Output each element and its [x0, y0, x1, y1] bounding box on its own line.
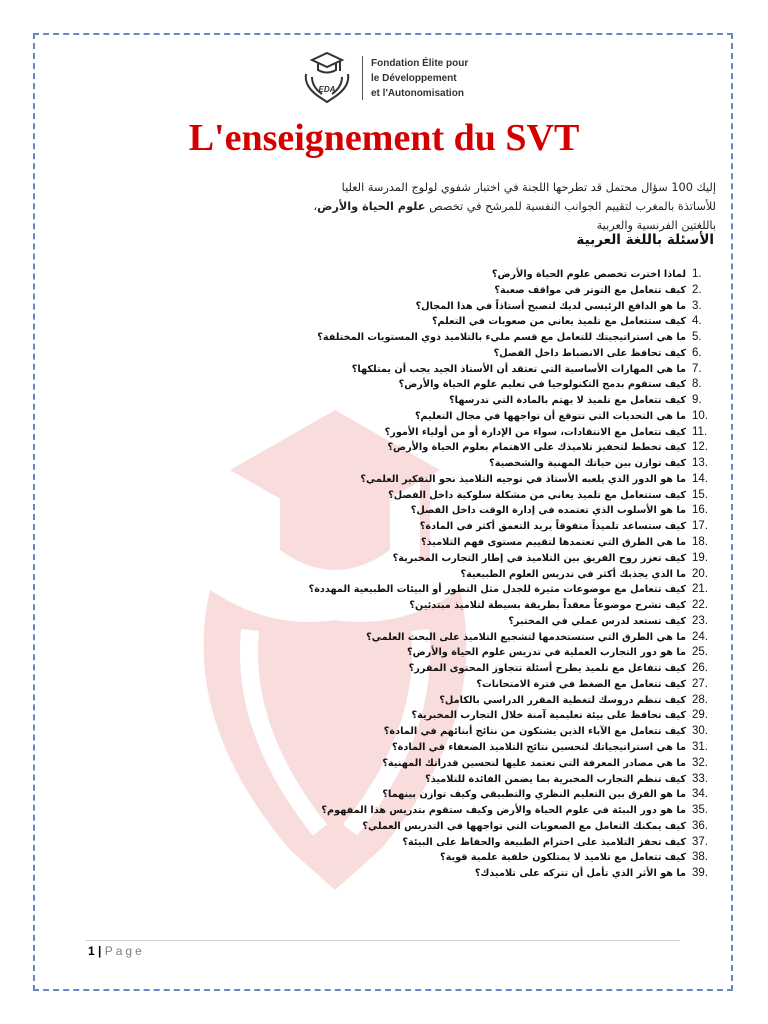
question-item	[300, 598, 714, 614]
question-text: كيف تعزز روح الفريق بين التلاميذ في إطار التجارب المخبرية؟	[392, 552, 686, 564]
question-item	[300, 756, 714, 772]
question-number: 38.	[692, 851, 708, 864]
question-number: 28.	[692, 693, 708, 706]
question-item	[300, 503, 714, 519]
question-item	[300, 693, 714, 709]
question-number: 24.	[692, 630, 708, 643]
page-footer	[88, 944, 145, 958]
question-item	[300, 661, 714, 677]
question-number: 35.	[692, 804, 708, 817]
question-text: ما هي الطرق التي ستستخدمها لتشجيع التلاميذ على البحث العلمي؟	[366, 631, 686, 643]
question-item	[300, 393, 714, 409]
question-item	[300, 740, 714, 756]
question-text: ما هو دور التجارب العملية في تدريس علوم الحياة والأرض؟	[407, 647, 686, 659]
question-text: كيف توازن بين حياتك المهنية والشخصية؟	[489, 458, 686, 470]
section-heading: الأسئلة باللغة العربية	[576, 232, 714, 248]
question-number: 10.	[692, 409, 708, 422]
question-text: كيف تتعامل مع موضوعات مثيرة للجدل مثل التطور أو البيئات الطبيعية المهددة؟	[308, 584, 686, 596]
page-label: Page	[104, 944, 145, 958]
question-number: 22.	[692, 599, 708, 612]
question-item	[300, 614, 714, 630]
question-number: 37.	[692, 835, 708, 848]
question-text: كيف تخطط لتحفيز تلاميذك على الاهتمام بعلوم الحياة والأرض؟	[387, 442, 686, 454]
question-number: 25.	[692, 646, 708, 659]
question-item	[300, 488, 714, 504]
question-number: 39.	[692, 867, 708, 880]
question-text: ما هو الأسلوب الذي تعتمده في إدارة الوقت داخل الفصل؟	[410, 505, 686, 517]
intro-text-part-1: إليك 100 سؤال محتمل قد تطرحها اللجنة في اختبار شفوي لولوج المدرسة العليا للأساتذة بالمغرب لتقييم الجوانب النفسية للمرشح في تخصص	[341, 181, 716, 213]
question-text: كيف تنظم دروسك لتغطية المقرر الدراسي بالكامل؟	[439, 694, 686, 706]
question-text: كيف تتعامل مع الضغط في فترة الامتحانات؟	[476, 678, 686, 690]
question-item	[300, 724, 714, 740]
question-item	[300, 850, 714, 866]
question-number: 32.	[692, 756, 708, 769]
question-item	[300, 362, 714, 378]
logo-text	[371, 56, 468, 101]
question-item	[300, 440, 714, 456]
question-text: كيف تتعامل مع تلميذ لا يهتم بالمادة التي تدرسها؟	[449, 395, 686, 407]
question-item	[300, 299, 714, 315]
question-text: كيف ستتعامل مع تلميذ يعاني من مشكلة سلوكية داخل الفصل؟	[388, 489, 686, 501]
question-number: 29.	[692, 709, 708, 722]
question-item	[300, 567, 714, 583]
question-text: كيف تتعامل مع الآباء الذين يشتكون من نتائج أبنائهم في المادة؟	[383, 726, 686, 738]
footer-separator: |	[98, 944, 102, 958]
question-number: 34.	[692, 788, 708, 801]
footer-rule	[86, 940, 680, 941]
question-text: ما الذي يجذبك أكثر في تدريس العلوم الطبيعية؟	[460, 568, 686, 580]
question-number: 13.	[692, 457, 708, 470]
question-text: ما هو الفرق بين التعليم النظري والتطبيقي وكيف توازن بينهما؟	[382, 789, 686, 801]
page-number: 1	[88, 944, 95, 958]
question-number: 23.	[692, 614, 708, 627]
question-text: ما هي مصادر المعرفة التي تعتمد عليها لتحسين قدراتك المهنية؟	[382, 757, 686, 769]
question-number: 26.	[692, 662, 708, 675]
question-item	[300, 819, 714, 835]
question-item	[300, 787, 714, 803]
question-item	[300, 377, 714, 393]
question-text: ما هو الدور الذي يلعبه الأستاذ في توجيه التلاميذ نحو التفكير العلمي؟	[360, 473, 686, 485]
question-text: كيف ستتعامل مع تلميذ يعاني من صعوبات في التعلم؟	[431, 316, 686, 328]
question-number: 19.	[692, 551, 708, 564]
intro-bold-subject: علوم الحياة والأرض	[317, 200, 426, 213]
graduation-cap-shield-icon	[296, 50, 358, 106]
question-item	[300, 582, 714, 598]
question-text: كيف تتعامل مع الانتقادات، سواء من الإدارة أو من أولياء الأمور؟	[384, 426, 686, 438]
question-item	[300, 803, 714, 819]
question-item	[300, 551, 714, 567]
question-number: 16.	[692, 504, 708, 517]
intro-paragraph	[300, 178, 716, 235]
question-text: ما هي التحديات التي تتوقع أن تواجهها في مجال التعليم؟	[414, 410, 686, 422]
question-number: 8.	[692, 378, 702, 391]
question-text: كيف تتعامل مع التوتر في مواقف صعبة؟	[494, 284, 686, 296]
logo-mark-text: EDA	[318, 85, 336, 94]
question-number: 5.	[692, 331, 702, 344]
question-text: ما هي المهارات الأساسية التي تعتقد أن الأستاذ الجيد يجب أن يمتلكها؟	[351, 363, 686, 375]
question-text: كيف ستساعد تلميذاً متفوقاً يريد التعمق أكثر في المادة؟	[419, 521, 686, 533]
logo-line-3: et l'Autonomisation	[371, 87, 464, 99]
question-item	[300, 346, 714, 362]
question-item	[300, 772, 714, 788]
question-number: 15.	[692, 488, 708, 501]
question-text: كيف تحافظ على الانضباط داخل الفصل؟	[493, 347, 686, 359]
question-number: 6.	[692, 346, 702, 359]
logo-separator	[362, 56, 363, 100]
question-text: ما هي استراتيجيتك للتعامل مع قسم مليء بالتلاميذ ذوي المستويات المختلفة؟	[317, 332, 686, 344]
question-number: 11.	[692, 425, 708, 438]
question-text: كيف تنظم التجارب المخبرية بما يضمن الفائدة للتلاميذ؟	[425, 773, 686, 785]
question-item	[300, 330, 714, 346]
question-number: 18.	[692, 536, 708, 549]
question-item	[300, 472, 714, 488]
question-text: لماذا اخترت تخصص علوم الحياة والأرض؟	[491, 269, 686, 280]
question-number: 33.	[692, 772, 708, 785]
question-item	[300, 267, 714, 283]
question-text: كيف ستقوم بدمج التكنولوجيا في تعليم علوم الحياة والأرض؟	[398, 379, 686, 391]
question-item	[300, 677, 714, 693]
logo-line-1: Fondation Élite pour	[371, 57, 469, 69]
question-text: كيف تتعامل مع تلاميذ لا يمتلكون خلفية علمية قوية؟	[439, 852, 686, 864]
question-item	[300, 535, 714, 551]
question-number: 3.	[692, 299, 702, 312]
question-text: كيف تحفز التلاميذ على احترام الطبيعة والحفاظ على البيئة؟	[402, 836, 686, 848]
logo-line-2: le Développement	[371, 72, 457, 84]
question-text: كيف تستعد لدرس عملي في المختبر؟	[508, 615, 686, 627]
question-item	[300, 409, 714, 425]
question-number: 7.	[692, 362, 702, 375]
foundation-logo	[296, 50, 506, 106]
question-item	[300, 456, 714, 472]
question-text: ما هو الأثر الذي تأمل أن تتركه على تلاميذك؟	[474, 868, 686, 880]
question-text: ما هو الدافع الرئيسي لديك لتصبح أستاذاً في هذا المجال؟	[415, 300, 686, 312]
question-text: كيف يمكنك التعامل مع الصعوبات التي تواجهها في التدريس العملي؟	[362, 820, 686, 832]
question-text: كيف تتفاعل مع تلميذ يطرح أسئلة تتجاوز المحتوى المقرر؟	[408, 663, 686, 675]
page-title: L'enseignement du SVT	[188, 117, 580, 159]
question-number: 30.	[692, 725, 708, 738]
question-item	[300, 835, 714, 851]
question-text: كيف تحافظ على بيئة تعليمية آمنة خلال التجارب المخبرية؟	[411, 710, 686, 722]
question-number: 31.	[692, 740, 708, 753]
question-item	[300, 519, 714, 535]
question-item	[300, 283, 714, 299]
question-number: 27.	[692, 677, 708, 690]
question-item	[300, 645, 714, 661]
question-number: 12.	[692, 441, 708, 454]
question-number: 36.	[692, 819, 708, 832]
question-number: 17.	[692, 520, 708, 533]
question-text: ما هي الطرق التي تعتمدها لتقييم مستوى فهم التلاميذ؟	[420, 537, 686, 549]
question-number: 14.	[692, 472, 708, 485]
question-item	[300, 866, 714, 882]
question-number: 4.	[692, 315, 702, 328]
question-number: 20.	[692, 567, 708, 580]
question-number: 2.	[692, 283, 702, 296]
intro-text-part-2: ، باللغتين الفرنسية والعربية	[313, 200, 716, 232]
question-number: 21.	[692, 583, 708, 596]
question-item	[300, 314, 714, 330]
question-item	[300, 630, 714, 646]
question-text: كيف تشرح موضوعاً معقداً بطريقة بسيطة لتلاميذ مبتدئين؟	[409, 600, 686, 612]
question-number: 9.	[692, 394, 702, 407]
question-number: 1.	[692, 268, 702, 280]
question-item	[300, 708, 714, 724]
question-text: ما هو دور البيئة في علوم الحياة والأرض وكيف ستقوم بتدريس هذا المفهوم؟	[321, 805, 686, 817]
question-text: ما هي استراتيجياتك لتحسين نتائج التلاميذ الضعفاء في المادة؟	[392, 741, 686, 753]
questions-list	[300, 267, 714, 882]
question-item	[300, 425, 714, 441]
